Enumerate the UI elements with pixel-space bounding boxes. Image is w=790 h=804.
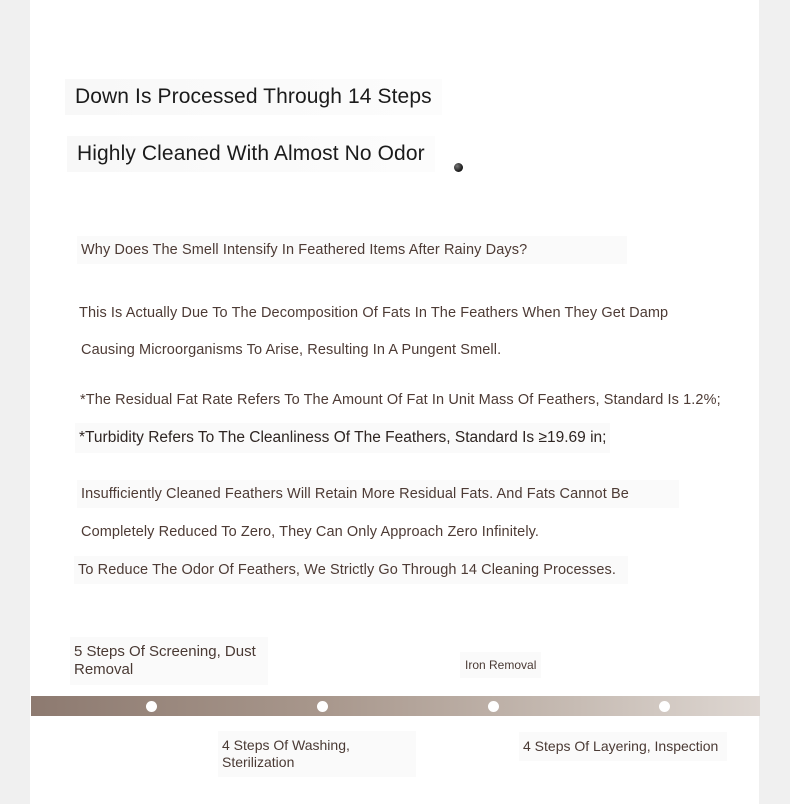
- heading-line-2: Highly Cleaned With Almost No Odor: [67, 136, 435, 172]
- explanation-line-1: Insufficiently Cleaned Feathers Will Retain More Residual Fats. And Fats Cannot Be: [77, 480, 679, 508]
- timeline-marker-4: [659, 701, 670, 712]
- step-screening-label: 5 Steps Of Screening, Dust Removal: [70, 637, 268, 685]
- step-layering-label: 4 Steps Of Layering, Inspection: [519, 732, 727, 761]
- step-washing-label: 4 Steps Of Washing, Sterilization: [218, 731, 416, 777]
- explanation-line-3: To Reduce The Odor Of Feathers, We Strictly Go Through 14 Cleaning Processes.: [74, 556, 628, 584]
- timeline-marker-3: [488, 701, 499, 712]
- answer-line-2: Causing Microorganisms To Arise, Resulting In A Pungent Smell.: [81, 342, 502, 358]
- step-iron-removal-label: Iron Removal: [460, 652, 541, 678]
- timeline-marker-2: [317, 701, 328, 712]
- question-text: Why Does The Smell Intensify In Feathered Items After Rainy Days?: [77, 236, 627, 264]
- bullet-dot-icon: [454, 163, 463, 172]
- timeline-marker-1: [146, 701, 157, 712]
- note-residual-fat: *The Residual Fat Rate Refers To The Amount Of Fat In Unit Mass Of Feathers, Standard Is 1.2%;: [80, 392, 721, 408]
- process-timeline: [31, 696, 760, 716]
- answer-line-1: This Is Actually Due To The Decomposition Of Fats In The Feathers When They Get Damp: [79, 305, 669, 321]
- note-turbidity: *Turbidity Refers To The Cleanliness Of The Feathers, Standard Is ≥19.69 in;: [75, 423, 610, 453]
- explanation-line-2: Completely Reduced To Zero, They Can Only Approach Zero Infinitely.: [81, 524, 540, 540]
- heading-line-1: Down Is Processed Through 14 Steps: [65, 79, 442, 115]
